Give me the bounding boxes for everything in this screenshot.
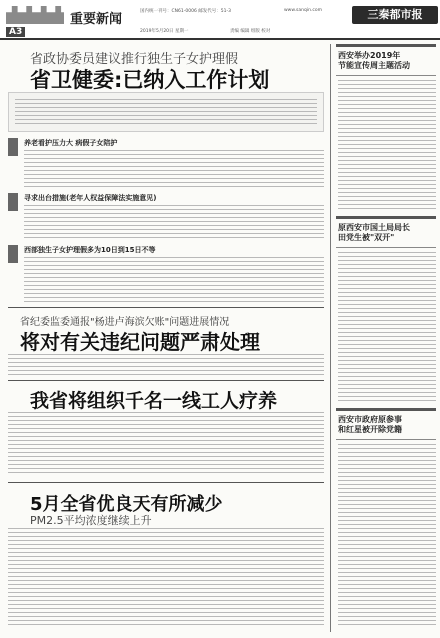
sidebar-body-2 [338, 252, 436, 402]
story4-title: 5月全省优良天有所减少 [30, 494, 223, 515]
lead-sub-3: 西部独生子女护理假多为10日到15日不等 [24, 246, 156, 254]
page-number: A3 [6, 27, 25, 37]
sidebar-head-2 [336, 216, 436, 248]
story2-title: 将对有关违纪问题严肃处理 [20, 330, 260, 354]
lead-tag-2 [8, 193, 18, 211]
divider-1 [8, 307, 324, 308]
story2-kicker: 省纪委监委通报"杨进卢海滨欠账"问题进展情况 [20, 317, 230, 328]
lead-tag-3 [8, 245, 18, 263]
divider-2 [8, 380, 324, 381]
lead-sub-1: 养老看护压力大 病假子女陪护 [24, 139, 118, 147]
city-wall-logo [6, 6, 64, 24]
sidebar-head-1 [336, 44, 436, 76]
column-divider [330, 44, 331, 632]
story3-title: 我省将组织千名一线工人疗养 [30, 390, 278, 412]
lead-body-3 [24, 257, 324, 303]
lead-body-1 [24, 150, 324, 188]
story4-body [8, 528, 324, 628]
sidebar-body-3 [338, 444, 436, 628]
page-header [0, 0, 440, 40]
lead-kicker: 省政协委员建议推行独生子女护理假 [30, 52, 239, 67]
sidebar-body-1 [338, 80, 436, 210]
divider-3 [8, 482, 324, 483]
header-editors: 责编 编辑 组版 校对 [230, 29, 271, 34]
sidebar-head-3 [336, 408, 436, 440]
story3-body [8, 412, 324, 476]
brand-logo: 三秦都市报 [352, 6, 438, 24]
lead-tag-1 [8, 138, 18, 156]
lead-title: 省卫健委:已纳入工作计划 [30, 68, 270, 92]
lead-intro-text [15, 99, 317, 127]
lead-body-2 [24, 205, 324, 241]
lead-sub-2: 寻求出台措施(老年人权益保障法实施意见) [24, 194, 157, 202]
sidebar-title-2: 原西安市国土局局长 田党生被"双开" [338, 223, 410, 242]
header-date: 2019年5月20日 星期一 [140, 29, 189, 34]
sidebar-title-3: 西安市政府原参事 和红星被开除党籍 [338, 415, 402, 434]
story2-body [8, 354, 324, 376]
lead-intro-box [8, 92, 324, 132]
header-meta: 国内统一刊号：CN61-0006 邮发代号：51-3 [140, 9, 231, 14]
header-website: www.sanqin.com [284, 8, 323, 13]
sidebar-title-1: 西安举办2019年 节能宣传周主题活动 [338, 51, 410, 70]
story4-subtitle: PM2.5平均浓度继续上升 [30, 514, 152, 527]
section-title: 重要新闻 [70, 12, 123, 27]
